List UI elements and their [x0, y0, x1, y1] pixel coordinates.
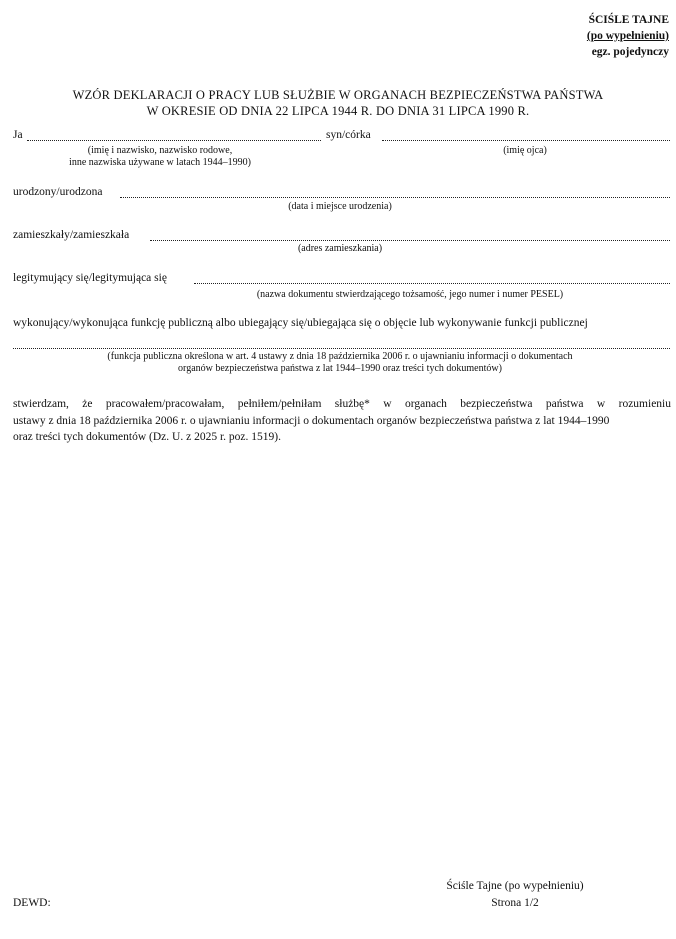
ja-label: Ja — [13, 129, 23, 141]
statement-line-2: ustawy z dnia 18 października 2006 r. o ujawnianiu informacji o dokumentach organów bezpieczeństwa państwa z lat 1944–1990 — [13, 414, 610, 427]
id-label: legitymujący się/legitymująca się — [13, 272, 167, 284]
address-field[interactable] — [150, 240, 670, 241]
document-title — [0, 87, 676, 119]
name-field[interactable] — [27, 140, 321, 141]
function-caption-line-2: organów bezpieczeństwa państwa z lat 1944–1990 oraz treści tych dokumentów) — [178, 363, 502, 374]
function-caption — [40, 351, 640, 375]
residing-caption: (adres zamieszkania) — [297, 243, 383, 254]
function-caption-line-1: (funkcja publiczna określona w art. 4 ustawy z dnia 18 października 2006 r. o ujawnianiu informacji o dokumentach — [107, 351, 573, 362]
father-caption: (imię ojca) — [503, 145, 547, 156]
title-line-2: W OKRESIE OD DNIA 22 LIPCA 1944 R. DO DNIA 31 LIPCA 1990 R. — [146, 104, 530, 118]
son-daughter-label: syn/córka — [326, 129, 371, 141]
page-number: Strona 1/2 — [491, 897, 539, 909]
statement-paragraph — [13, 396, 671, 446]
classification-mark — [587, 12, 669, 60]
public-function-field[interactable] — [13, 348, 670, 349]
dewd-code: DEWD: — [13, 897, 51, 909]
statement-line-3: oraz treści tych dokumentów (Dz. U. z 2025 r. poz. 1519). — [13, 431, 281, 443]
classification-label: ŚCIŚLE TAJNE — [588, 14, 669, 26]
copy-label: egz. pojedynczy — [591, 46, 669, 58]
name-caption — [40, 145, 280, 169]
birth-field[interactable] — [120, 197, 670, 198]
statement-line-1: stwierdzam, że pracowałem/pracowałam, pełniłem/pełniłam służbę* w organach bezpieczeństwa państwa w rozumieniu — [13, 398, 671, 410]
footer-classification: Ściśle Tajne (po wypełnieniu) — [446, 880, 584, 892]
classification-condition: (po wypełnieniu) — [586, 30, 669, 42]
id-caption: (nazwa dokumentu stwierdzającego tożsamość, jego numer i numer PESEL) — [256, 289, 564, 300]
id-document-field[interactable] — [194, 283, 670, 284]
name-caption-line-1: (imię i nazwisko, nazwisko rodowe, — [87, 145, 233, 156]
born-label: urodzony/urodzona — [13, 186, 103, 198]
function-label: wykonujący/wykonująca funkcję publiczną albo ubiegający się/ubiegająca się o objęcie lub wykonywanie funkcji publicznej — [13, 317, 588, 329]
born-caption: (data i miejsce urodzenia) — [288, 201, 392, 212]
residing-label: zamieszkały/zamieszkała — [13, 229, 130, 241]
title-line-1: WZÓR DEKLARACJI O PRACY LUB SŁUŻBIE W ORGANACH BEZPIECZEŃSTWA PAŃSTWA — [72, 88, 604, 102]
name-caption-line-2: inne nazwiska używane w latach 1944–1990) — [69, 157, 251, 168]
father-name-field[interactable] — [382, 140, 670, 141]
